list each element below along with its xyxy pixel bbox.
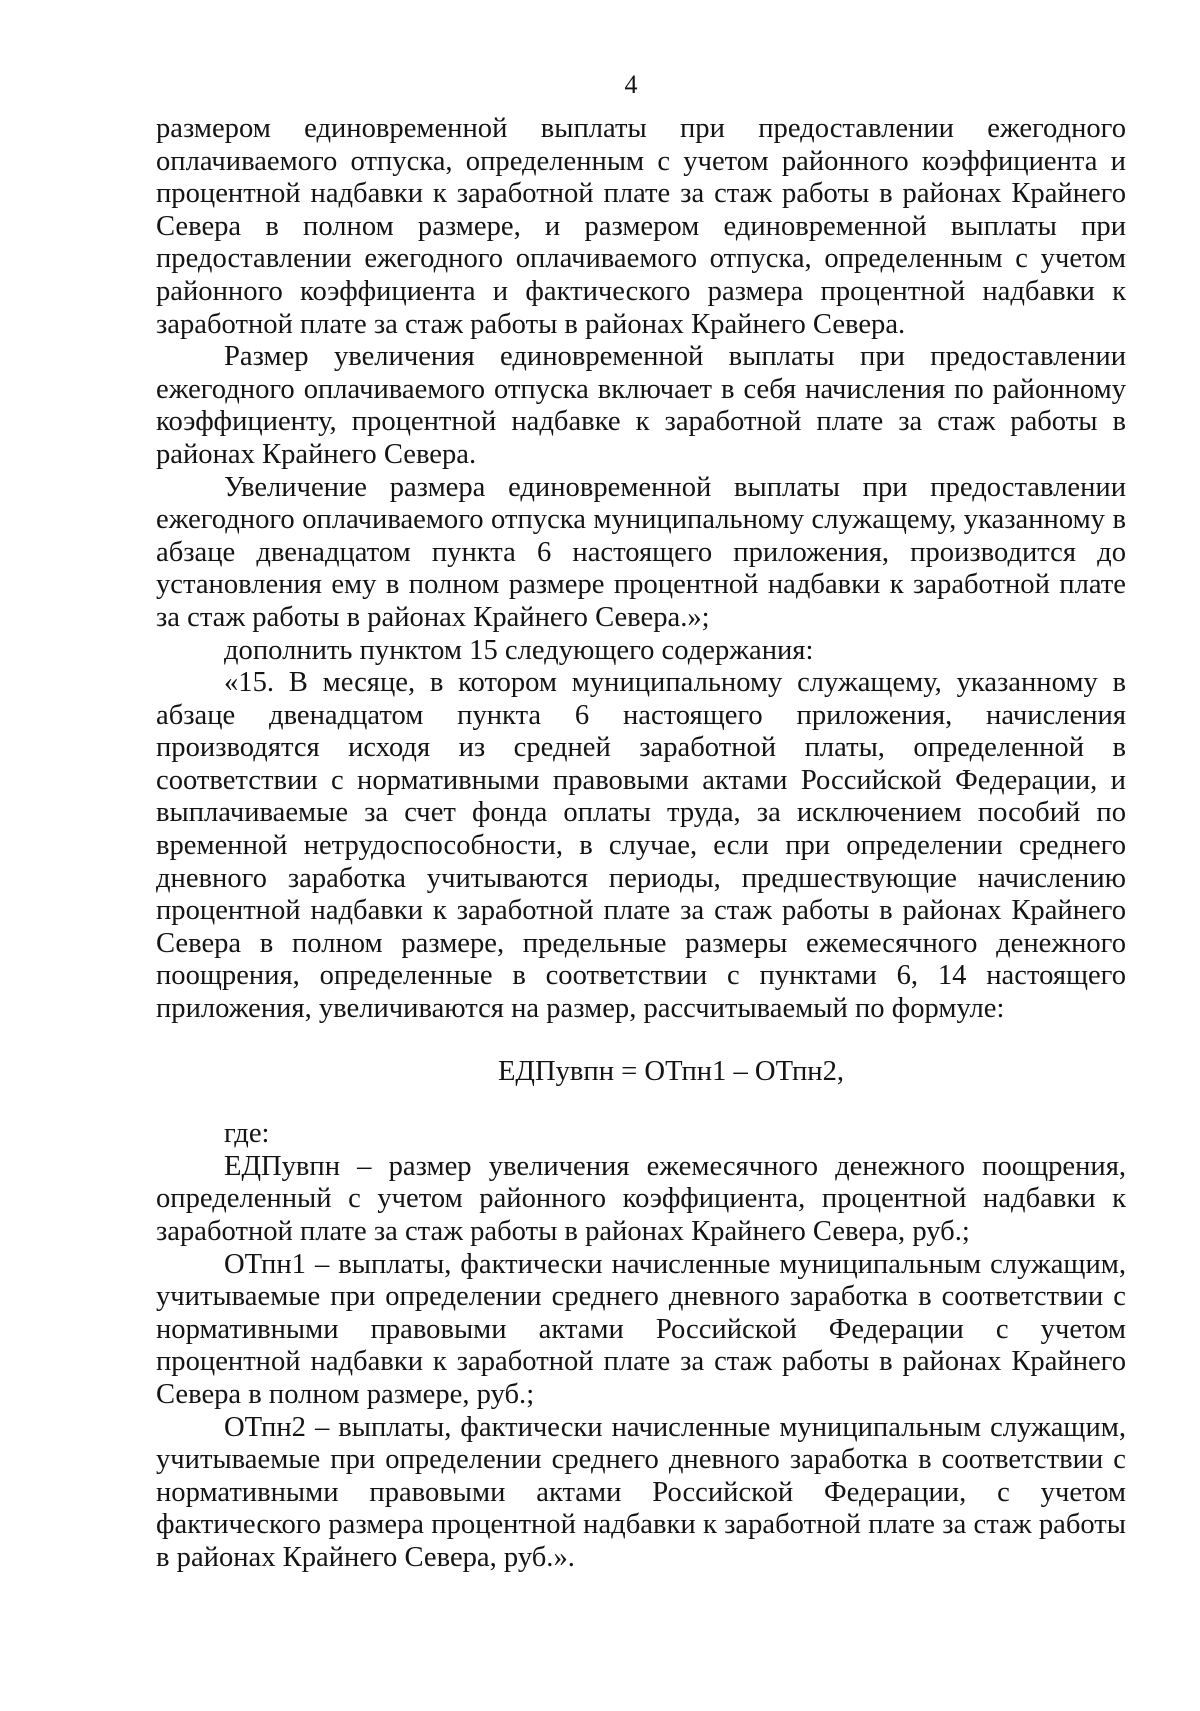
formula-where-label: где: (224, 1118, 270, 1150)
paragraph-increase-condition: Увеличение размера единовременной выплаты при предоставлении ежегодного оплачиваемого отпуска муниципальному служащему, указанному в абзаце двенадцатом пункта 6 настоящего приложения, производится до установления ему в полном размере процентной надбавки к заработной плате за стаж работы в районах Крайнего Севера.»; (156, 471, 1126, 633)
paragraph-amendment-intro: дополнить пунктом 15 следующего содержания: (224, 634, 814, 666)
document-body (156, 113, 1126, 1575)
definition-edpuvpn: ЕДПувпн – размер увеличения ежемесячного денежного поощрения, определенный с учетом районного коэффициента, процентной надбавки к заработной плате за стаж работы в районах Крайнего Севера, руб.; (156, 1150, 1126, 1247)
paragraph-increase-composition: Размер увеличения единовременной выплаты при предоставлении ежегодного оплачиваемого отпуска включает в себя начисления по районному коэффициенту, процентной надбавке к заработной плате за стаж работы в районах Крайнего Севера. (156, 341, 1126, 470)
definition-otpn1: ОТпн1 – выплаты, фактически начисленные муниципальным служащим, учитываемые при определении среднего дневного заработка в соответствии с нормативными правовыми актами Российской Федерации с учетом процентной надбавки к заработной плате за стаж работы в районах Крайнего Севера в полном размере, руб.; (156, 1248, 1126, 1410)
formula: ЕДПувпн = ОТпн1 – ОТпн2, (497, 1055, 845, 1087)
definition-otpn2: ОТпн2 – выплаты, фактически начисленные муниципальным служащим, учитываемые при определении среднего дневного заработка в соответствии с нормативными правовыми актами Российской Федерации, с учетом фактического размера процентной надбавки к заработной плате за стаж работы в районах Крайнего Севера, руб.». (156, 1411, 1126, 1573)
paragraph-continuation: размером единовременной выплаты при предоставлении ежегодного оплачиваемого отпуска, определенным с учетом районного коэффициента и процентной надбавки к заработной плате за стаж работы в районах Крайнего Севера в полном размере, и размером единовременной выплаты при предоставлении ежегодного оплачиваемого отпуска, определенным с учетом районного коэффициента и фактического размера процентной надбавки к заработной плате за стаж работы в районах Крайнего Севера. (156, 113, 1126, 340)
page-number: 4 (624, 70, 638, 99)
paragraph-item-15: «15. В месяце, в котором муниципальному служащему, указанному в абзаце двенадцатом пункта 6 настоящего приложения, начисления производятся исходя из средней заработной платы, определенной в соответствии с нормативными правовыми актами Российской Федерации, и выплачиваемые за счет фонда оплаты труда, за исключением пособий по временной нетрудоспособности, в случае, если при определении среднего дневного заработка учитываются периоды, предшествующие начислению процентной надбавки к заработной плате за стаж работы в районах Крайнего Севера в полном размере, предельные размеры ежемесячного денежного поощрения, определенные в соответствии с пунктами 6, 14 настоящего приложения, увеличиваются на размер, рассчитываемый по формуле: (156, 667, 1126, 1025)
